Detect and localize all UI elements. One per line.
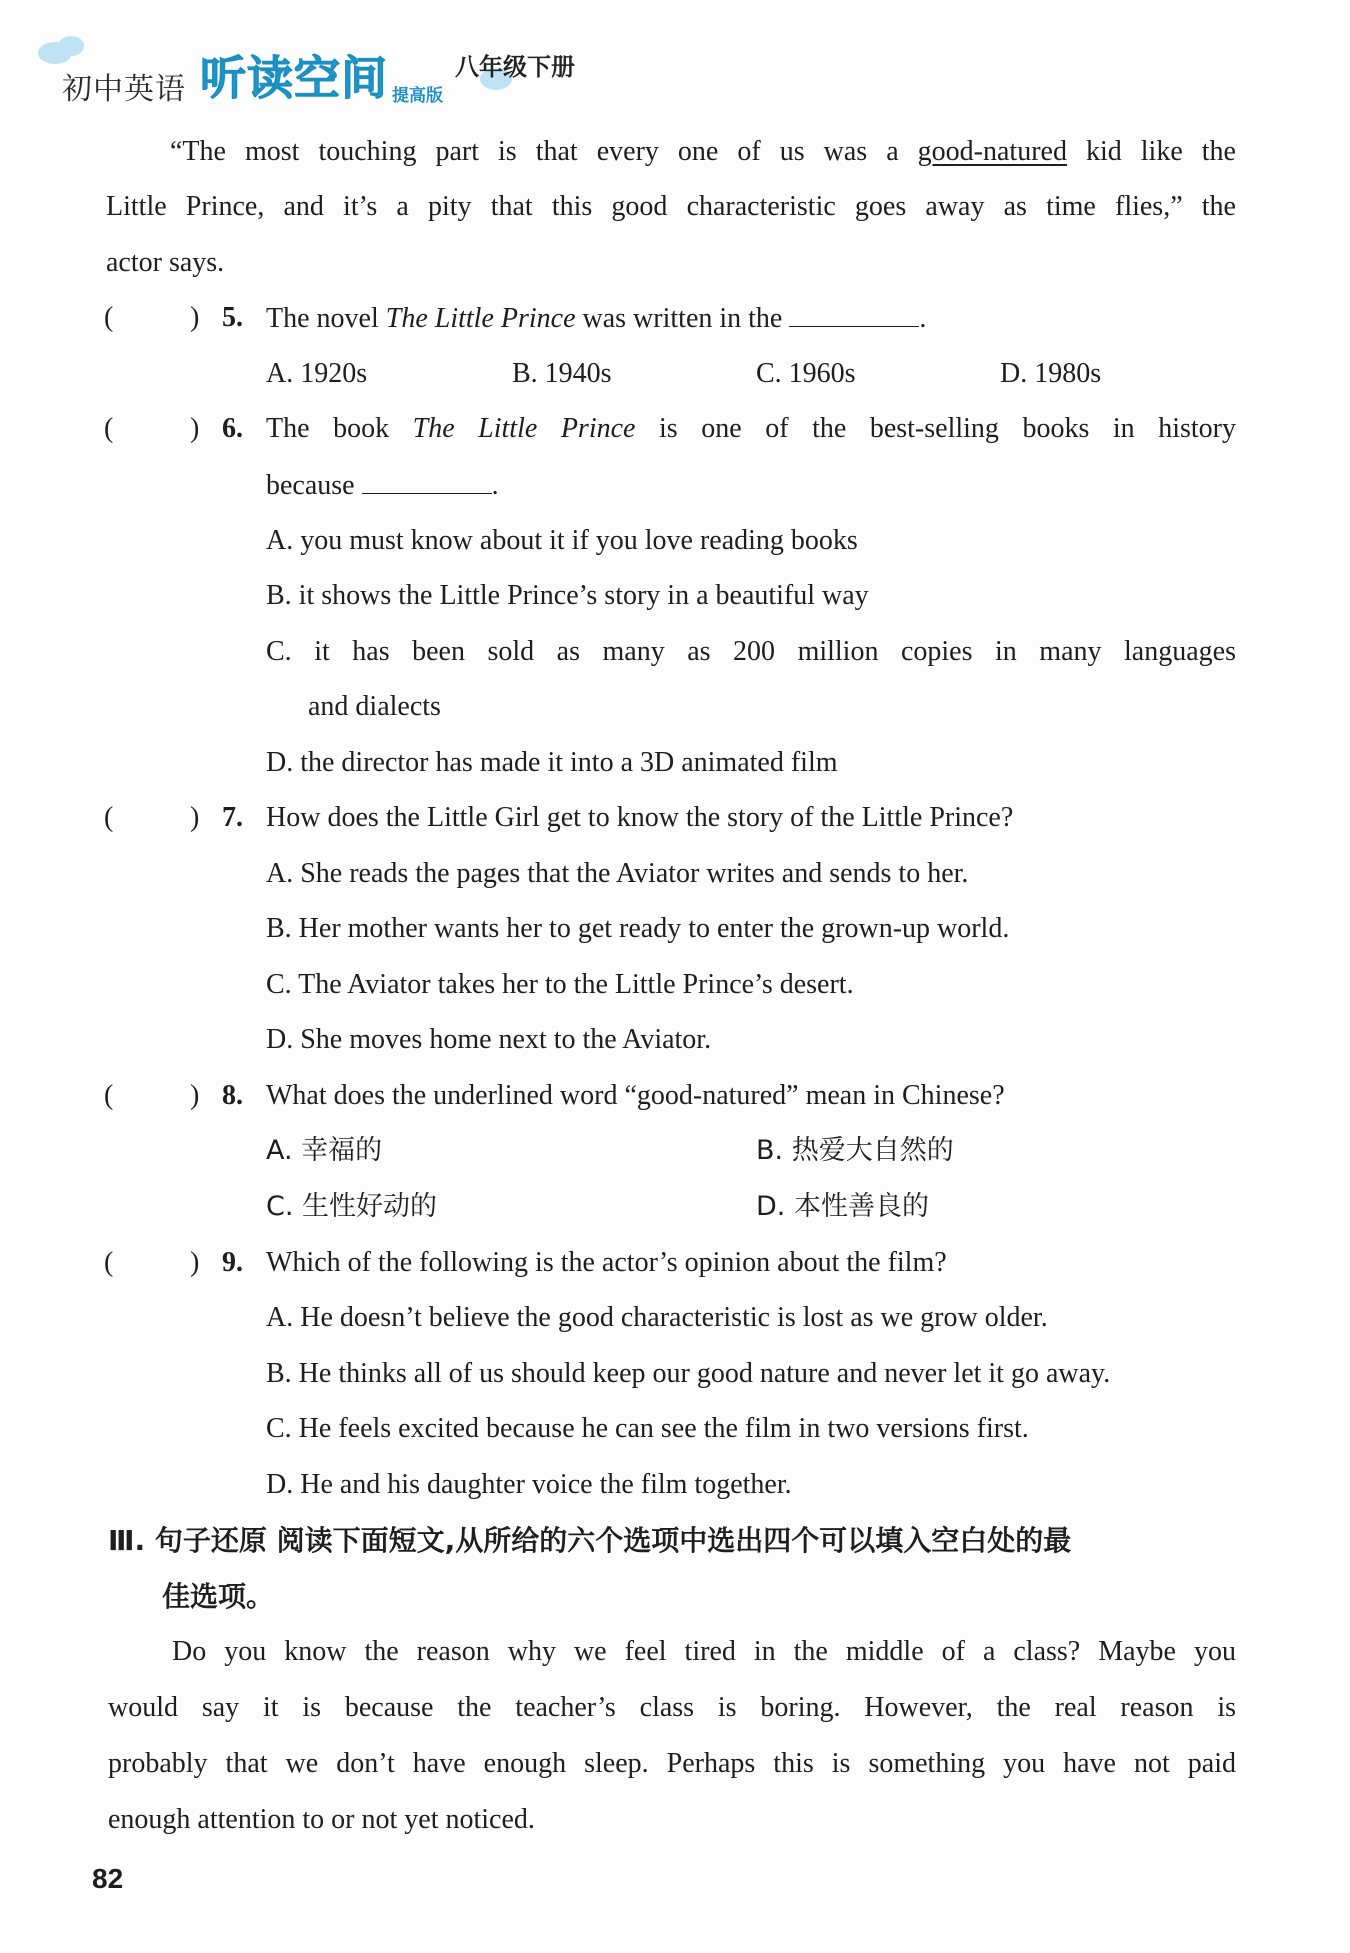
question-stem: The book The Little Prince is one of the best-selling books in history <box>266 413 1236 444</box>
page-number: 82 <box>92 1863 124 1894</box>
option-continuation: and dialects <box>308 691 441 722</box>
option[interactable]: C. 1960s <box>756 358 856 389</box>
question-number: 5. <box>222 302 243 333</box>
underlined-word: good-natured <box>917 136 1067 167</box>
option[interactable]: B. 1940s <box>512 358 612 389</box>
option[interactable]: A. She reads the pages that the Aviator writes and sends to her. <box>266 858 969 889</box>
edition-label: 提高版 <box>392 86 443 106</box>
passage-line: Do you know the reason why we feel tired in the middle of a class? Maybe you <box>172 1636 1236 1667</box>
question-number: 6. <box>222 413 243 444</box>
question-stem: because . <box>266 465 499 506</box>
option[interactable]: A. 1920s <box>266 358 368 389</box>
question-stem: Which of the following is the actor’s opinion about the film? <box>266 1247 947 1278</box>
question-number: 8. <box>222 1080 243 1111</box>
option[interactable]: A. 幸福的 <box>266 1135 383 1166</box>
option[interactable]: B. it shows the Little Prince’s story in a beautiful way <box>266 580 869 611</box>
passage-line: actor says. <box>106 247 225 278</box>
option[interactable]: D. the director has made it into a 3D animated film <box>266 747 838 778</box>
option[interactable]: C. He feels excited because he can see the film in two versions first. <box>266 1413 1029 1444</box>
section-heading: Ⅲ. 句子还原 阅读下面短文,从所给的六个选项中选出四个可以填入空白处的最 <box>108 1524 1072 1557</box>
cloud-decoration-icon <box>58 36 84 56</box>
question-stem: The novel The Little Prince was written in the . <box>266 298 926 339</box>
question-stem: How does the Little Girl get to know the story of the Little Prince? <box>266 802 1014 833</box>
passage-line: probably that we don’t have enough sleep. Perhaps this is something you have not paid <box>108 1748 1236 1779</box>
answer-blank[interactable] <box>362 465 492 494</box>
series-title: 初中英语 <box>62 72 186 107</box>
passage-line: would say it is because the teacher’s class is boring. However, the real reason is <box>108 1692 1236 1723</box>
workbook-page: 初中英语 听读空间 提高版 八年级下册 “The most touching part is that every one of us was a good-natured kid like the Little Prince, and it’s a pity that this good characteristic goes away as time flies,” the actor says. ( ) 5. The novel The Little Prince was written in the . A. 1920s B. 1940s C. 1960s D. 1980s ( ) 6. The book The Little Prince is one of the best-selling books in history because . A. you must know about it if you love reading books B. it shows the Little Prince’s story in a beautiful way C. it has been sold as many as 200 million copies in many languages and dialects D. the director has made it into a 3D animated film ( ) 7. How does the Little Girl get to know the story of the Little Prince? A. She reads the pages that the Aviator writes and sends to her. B. Her mother wants her to get ready to enter the grown-up world. C. The Aviator takes her to the Little Prince’s desert. D. She moves home next to the Aviator. ( ) 8. What does the underlined word “good-natured” mean in Chinese? A. 幸福的 B. 热爱大自然的 C. 生性好动的 D. 本性善良的 ( ) 9. Which of the following is the actor’s opinion about the film? A. He doesn’t believe the good characteristic is lost as we grow older. B. He thinks all of us should keep our good nature and never let it go away. C. He feels excited because he can see the film in two versions first. D. He and his daughter voice the film together. Ⅲ. 句子还原 阅读下面短文,从所给的六个选项中选出四个可以填入空白处的最 佳选项。 Do you know the reason why we feel tired in the middle of a class? Maybe you would say it is because the teacher’s class is boring. However, the real reason is probably that we don’t have enough sleep. Perhaps this is something you have not paid enough attention to or not yet noticed. 82 <box>0 0 1350 1953</box>
passage-line: enough attention to or not yet noticed. <box>108 1804 535 1835</box>
passage-line: Little Prince, and it’s a pity that this good characteristic goes away as time flies,” the <box>106 191 1236 222</box>
option[interactable]: D. 1980s <box>1000 358 1102 389</box>
option[interactable]: D. She moves home next to the Aviator. <box>266 1024 712 1055</box>
question-stem: What does the underlined word “good-natured” mean in Chinese? <box>266 1080 1005 1111</box>
option[interactable]: B. 热爱大自然的 <box>756 1135 954 1166</box>
option[interactable]: A. He doesn’t believe the good characteristic is lost as we grow older. <box>266 1302 1048 1333</box>
option[interactable]: B. Her mother wants her to get ready to enter the grown-up world. <box>266 913 1010 944</box>
answer-blank[interactable] <box>789 298 919 327</box>
section-heading-continuation: 佳选项。 <box>162 1580 275 1613</box>
option[interactable]: D. He and his daughter voice the film together. <box>266 1469 792 1500</box>
option[interactable]: C. it has been sold as many as 200 million copies in many languages <box>266 636 1236 667</box>
option[interactable]: C. 生性好动的 <box>266 1191 438 1222</box>
question-number: 9. <box>222 1247 243 1278</box>
page-header <box>40 38 575 108</box>
option[interactable]: C. The Aviator takes her to the Little Prince’s desert. <box>266 969 854 1000</box>
option[interactable]: B. He thinks all of us should keep our good nature and never let it go away. <box>266 1358 1111 1389</box>
option[interactable]: A. you must know about it if you love reading books <box>266 525 858 556</box>
grade-label: 八年级下册 <box>455 53 575 81</box>
option[interactable]: D. 本性善良的 <box>756 1191 929 1222</box>
brand-logo: 听读空间 <box>200 51 388 105</box>
question-number: 7. <box>222 802 243 833</box>
passage-line: “The most touching part is that every one of us was a good-natured kid like the <box>170 136 1236 167</box>
